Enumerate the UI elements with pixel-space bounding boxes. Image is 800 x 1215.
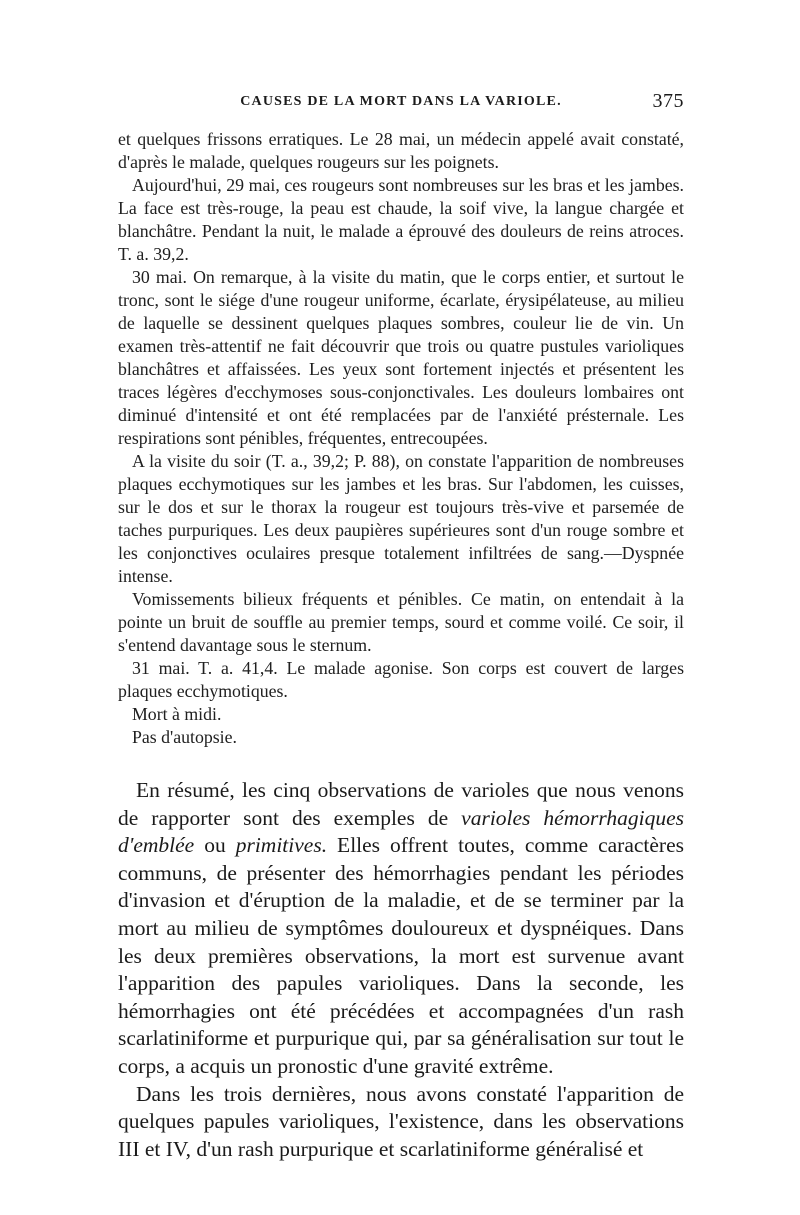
observation-paragraph: et quelques frissons erratiques. Le 28 mai, un médecin appelé avait constaté, d'après le malade, quelques rougeurs sur les poignets. <box>118 129 684 172</box>
observation-paragraph: A la visite du soir (T. a., 39,2; P. 88), on constate l'apparition de nombreuses plaques ecchymotiques sur les jambes et les bras. Sur l'abdomen, les cuisses, sur le dos et sur le thorax la rougeur est toujours très-vive et parsemée de taches purpuriques. Les deux paupières supérieures sont d'un rouge sombre et les conjonctives oculaires presque totalement infiltrées de sang.—Dyspnée intense. <box>118 451 684 586</box>
observation-paragraph: Vomissements bilieux fréquents et pénibles. Ce matin, on entendait à la pointe un bruit de souffle au premier temps, sourd et comme voilé. Ce soir, il s'entend davantage sous le sternum. <box>118 589 684 655</box>
running-title: CAUSES DE LA MORT DANS LA VARIOLE. <box>240 94 562 109</box>
observation-paragraph: 31 mai. T. a. 41,4. Le malade agonise. Son corps est couvert de larges plaques ecchymotiques. <box>118 658 684 701</box>
summary-text-run: ou <box>194 833 236 858</box>
summary-text-run: En résumé, les cinq observations de varioles que nous venons de rapporter sont des exemples de <box>118 778 684 830</box>
running-header <box>118 88 684 116</box>
summary-emphasis: primitives. <box>235 833 328 858</box>
summary-paragraph: Dans les trois dernières, nous avons constaté l'apparition de quelques papules varioliques, l'existence, dans les observations III et IV, d'un rash purpurique et scarlatiniforme généralisé et <box>118 1081 684 1161</box>
summary-emphasis: varioles hémorrhagiques d'emblée <box>118 805 684 858</box>
summary-text-run: Elles offrent toutes, comme caractères communs, de présenter des hémorrhagies pendant les périodes d'invasion et d'éruption de la maladie, et de se terminer par la mort au milieu de symptômes douloureux et dyspnéiques. Dans les deux premières observations, la mort est survenue avant l'apparition des papules varioliques. Dans la seconde, les hémorrhagies ont été précédées et accompagnées d'un rash scarlatiniforme et purpurique qui, par sa généralisation sur tout le corps, a acquis un pronostic d'une gravité extrême. <box>118 833 685 1078</box>
page-number: 375 <box>652 90 684 112</box>
summary-text <box>118 777 684 1163</box>
observation-text <box>118 128 684 749</box>
observation-paragraph: 30 mai. On remarque, à la visite du matin, que le corps entier, et surtout le tronc, sont le siége d'une rougeur uniforme, écarlate, érysipélateuse, au milieu de laquelle se dessinent quelques plaques sombres, couleur lie de vin. Un examen très-attentif ne fait découvrir que trois ou quatre pustules varioliques blanchâtres et affaissées. Les yeux sont fortement injectés et présentent les traces légères d'ecchymoses sous-conjonctivales. Les douleurs lombaires ont diminué d'intensité et ont été remplacées par de l'anxiété présternale. Les respirations sont pénibles, fréquentes, entrecoupées. <box>118 267 684 448</box>
observation-paragraph: Aujourd'hui, 29 mai, ces rougeurs sont nombreuses sur les bras et les jambes. La face est très-rouge, la peau est chaude, la soif vive, la langue chargée et blanchâtre. Pendant la nuit, le malade a éprouvé des douleurs de reins atroces. T. a. 39,2. <box>118 175 684 264</box>
observation-paragraph: Pas d'autopsie. <box>132 727 237 747</box>
observation-paragraph: Mort à midi. <box>132 704 222 724</box>
summary-paragraph <box>118 777 684 1081</box>
